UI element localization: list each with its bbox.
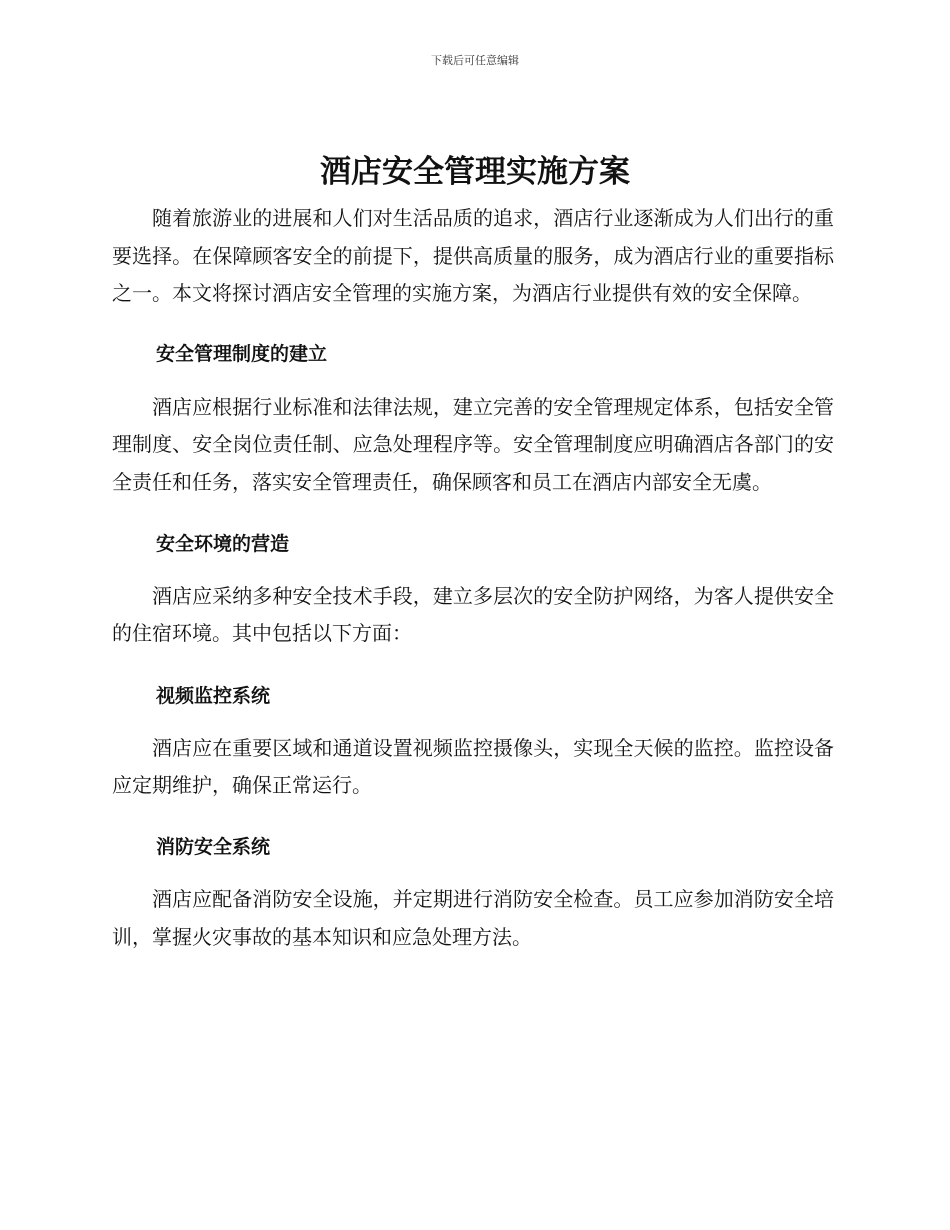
section-heading-fire-safety: 消防安全系统 — [156, 835, 271, 858]
page-header-note: 下载后可任意编辑 — [431, 54, 519, 67]
section-paragraph-video-surveillance: 酒店应在重要区域和通道设置视频监控摄像头，实现全天候的监控。监控设备应定期维护，确保正常运行。 — [112, 735, 834, 798]
intro-paragraph: 随着旅游业的进展和人们对生活品质的追求，酒店行业逐渐成为人们出行的重要选择。在保障顾客安全的前提下，提供高质量的服务，成为酒店行业的重要指标之一。本文将探讨酒店安全管理的实施方案，为酒店行业提供有效的安全保障。 — [112, 206, 834, 306]
section-paragraph-fire-safety: 酒店应配备消防安全设施，并定期进行消防安全检查。员工应参加消防安全培训，掌握火灾事故的基本知识和应急处理方法。 — [112, 886, 834, 949]
section-heading-safe-environment: 安全环境的营造 — [156, 532, 290, 555]
document-title: 酒店安全管理实施方案 — [320, 154, 630, 190]
document-body — [112, 200, 834, 956]
section-paragraph-safety-system: 酒店应根据行业标准和法律法规，建立完善的安全管理规定体系，包括安全管理制度、安全岗位责任制、应急处理程序等。安全管理制度应明确酒店各部门的安全责任和任务，落实安全管理责任，确保顾客和员工在酒店内部安全无虞。 — [112, 394, 834, 494]
section-paragraph-safe-environment: 酒店应采纳多种安全技术手段，建立多层次的安全防护网络，为客人提供安全的住宿环境。其中包括以下方面： — [112, 583, 834, 646]
section-heading-video-surveillance: 视频监控系统 — [156, 684, 271, 707]
section-heading-safety-system: 安全管理制度的建立 — [156, 342, 328, 365]
